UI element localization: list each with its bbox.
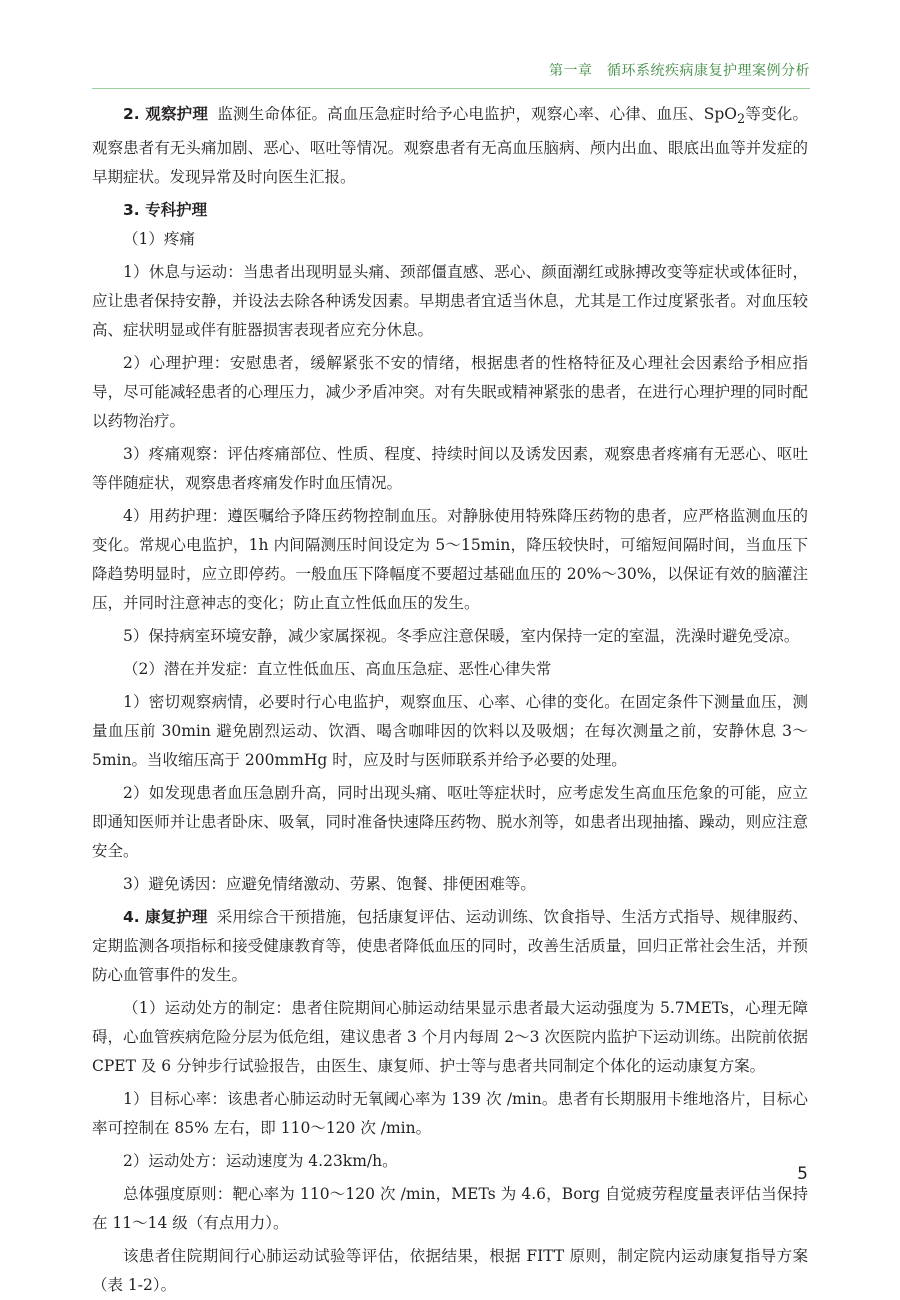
page-number: 5 — [797, 1164, 808, 1184]
complication-item: 3）避免诱因：应避免情绪激动、劳累、饱餐、排便困难等。 — [123, 875, 536, 894]
subheading-complication: （2）潜在并发症：直立性低血压、高血压急症、恶性心律失常 — [123, 660, 552, 679]
spo2-subscript: 2 — [737, 112, 746, 128]
pain-item: 5）保持病室环境安静，减少家属探视。冬季应注意保暖，室内保持一定的室温，洗澡时避免受凉。 — [123, 627, 800, 646]
pain-item: 2）心理护理：安慰患者，缓解紧张不安的情绪，根据患者的性格特征及心理社会因素给予相应指导，尽可能减轻患者的心理压力，减少矛盾冲突。对有失眠或精神紧张的患者，在进行心理护理的同时配以药物治疗。 — [92, 354, 808, 431]
rehab-exercise: 2）运动处方：运动速度为 4.23km/h。 — [123, 1152, 398, 1171]
running-header: 第一章 循环系统疾病康复护理案例分析 — [549, 63, 810, 79]
section-heading-observation: 2. 观察护理 — [123, 105, 209, 123]
observation-text-1: 监测生命体征。高血压急症时给予心电监护，观察心率、心律、血压、SpO — [217, 105, 737, 123]
rehab-target-hr: 1）目标心率：该患者心肺运动时无氧阈心率为 139 次 /min。患者有长期服用卡维地洛片，目标心率可控制在 85% 左右，即 110～120 次 /min。 — [92, 1090, 808, 1138]
observation-text-2: 等变化。观察患者有无头痛加剧、恶心、呕吐等情况。观察患者有无高血压脑病、颅内出血、眼底出血等并发症的早期症状。发现异常及时向医生汇报。 — [92, 105, 808, 187]
pain-item: 4）用药护理：遵医嘱给予降压药物控制血压。对静脉使用特殊降压药物的患者，应严格监测血压的变化。常规心电监护，1h 内间隔测压时间设定为 5～15min，降压较快时，可缩短间隔时间，当血压下降趋势明显时，应立即停药。一般血压下降幅度不要超过基础血压的 20%～30%，以保证有效的脑灌注压，并同时注意神志的变化；防止直立性低血压的发生。 — [92, 507, 808, 613]
section-heading-specialty: 3. 专科护理 — [123, 201, 208, 220]
header-divider — [92, 88, 810, 89]
subheading-pain: （1）疼痛 — [123, 230, 195, 249]
section-heading-specialty-line — [92, 196, 808, 225]
rehab-intensity: 总体强度原则：靶心率为 110～120 次 /min，METs 为 4.6，Borg 自觉疲劳程度量表评估当保持在 11～14 级（有点用力）。 — [92, 1185, 808, 1233]
complication-item: 2）如发现患者血压急剧升高，同时出现头痛、呕吐等症状时，应考虑发生高血压危象的可能，应立即通知医师并让患者卧床、吸氧，同时准备快速降压药物、脱水剂等，如患者出现抽搐、躁动，则应注意安全。 — [92, 784, 808, 861]
complication-item: 1）密切观察病情，必要时行心电监护，观察血压、心率、心律的变化。在固定条件下测量血压，测量血压前 30min 避免剧烈运动、饮酒、喝含咖啡因的饮料以及吸烟；在每次测量之前，安静休息 3～5min。当收缩压高于 200mmHg 时，应及时与医师联系并给予必要的处理。 — [92, 693, 808, 770]
rehab-paragraph — [92, 903, 808, 990]
section-heading-rehab: 4. 康复护理 — [123, 908, 208, 927]
pain-item: 3）疼痛观察：评估疼痛部位、性质、程度、持续时间以及诱发因素，观察患者疼痛有无恶心、呕吐等伴随症状，观察患者疼痛发作时血压情况。 — [92, 445, 808, 493]
rehab-prescription: （1）运动处方的制定：患者住院期间心肺运动结果显示患者最大运动强度为 5.7METs，心理无障碍，心血管疾病危险分层为低危组，建议患者 3 个月内每周 2～3 次医院内监护下运动训练。出院前依据 CPET 及 6 分钟步行试验报告，由医生、康复师、护士等与患者共同制定个体化的运动康复方案。 — [92, 999, 808, 1076]
rehab-intro-text: 采用综合干预措施，包括康复评估、运动训练、饮食指导、生活方式指导、规律服药、定期监测各项指标和接受健康教育等，使患者降低血压的同时，改善生活质量，回归正常社会生活，并预防心血管事件的发生。 — [92, 908, 808, 985]
pain-item: 1）休息与运动：当患者出现明显头痛、颈部僵直感、恶心、颜面潮红或脉搏改变等症状或体征时，应让患者保持安静，并设法去除各种诱发因素。早期患者宜适当休息，尤其是工作过度紧张者。对血压较高、症状明显或伴有脏器损害表现者应充分休息。 — [92, 263, 808, 340]
observation-paragraph — [92, 100, 808, 192]
page-body — [92, 100, 808, 1300]
rehab-plan: 该患者住院期间行心肺运动试验等评估，依据结果，根据 FITT 原则，制定院内运动康复指导方案（表 1-2）。 — [92, 1247, 808, 1295]
